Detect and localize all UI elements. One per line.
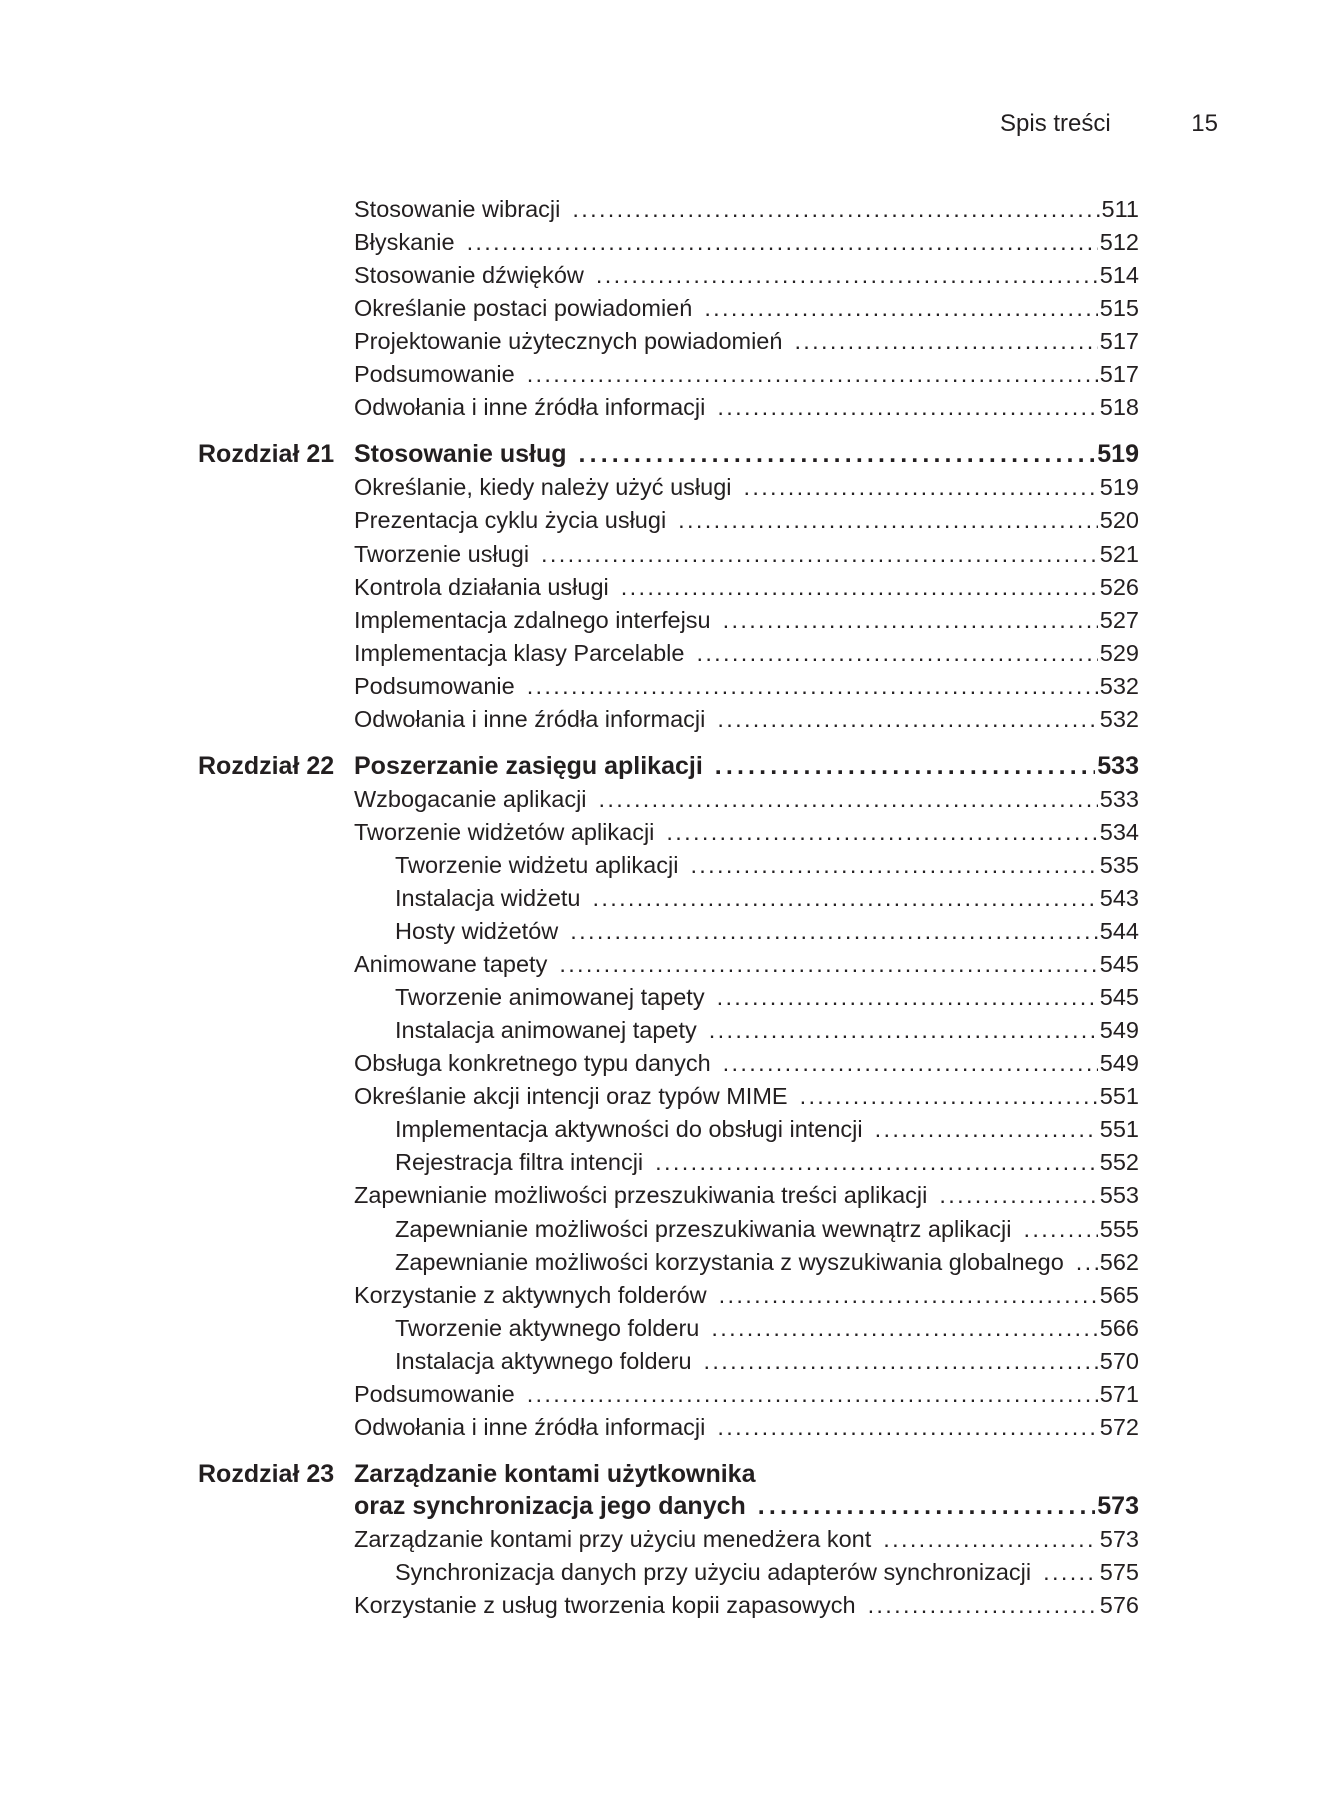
toc-entry — [0, 193, 1339, 225]
toc-entry-title: Zapewnianie możliwości przeszukiwania treści aplikacji — [354, 1182, 928, 1209]
toc-entry-line — [354, 1523, 1139, 1555]
toc-entry-line — [354, 1080, 1139, 1112]
page-number: 15 — [1191, 110, 1218, 137]
toc-entry-page: 514 — [1099, 262, 1139, 289]
dot-leader — [579, 438, 1096, 470]
dot-leader — [743, 471, 1097, 503]
dot-leader — [527, 670, 1098, 702]
toc-entry-title: Stosowanie wibracji — [354, 196, 561, 222]
toc-entry-page: 555 — [1099, 1215, 1139, 1242]
toc-entry-title: Synchronizacja danych przy użyciu adapterów synchronizacji — [395, 1558, 1032, 1585]
toc-entry-line — [354, 637, 1139, 669]
toc-entry-title: Określanie postaci powiadomień — [354, 295, 693, 322]
toc-chapter-row — [0, 438, 1339, 470]
toc-entry-page: 545 — [1099, 951, 1139, 978]
dot-leader — [883, 1523, 1098, 1555]
toc-entry — [0, 1047, 1339, 1079]
toc-entry-line — [354, 193, 1139, 225]
toc-entry — [0, 1080, 1339, 1112]
dot-leader — [541, 538, 1098, 570]
toc-entry-title: Kontrola działania usługi — [354, 573, 609, 600]
toc-entry — [0, 882, 1339, 914]
toc-entry-line — [395, 981, 1139, 1013]
dot-leader — [794, 325, 1097, 357]
toc-entry-page: 549 — [1099, 1050, 1139, 1077]
toc-entry-title: Stosowanie usług — [354, 440, 567, 469]
toc-entry — [0, 948, 1339, 980]
dot-leader — [709, 1014, 1098, 1046]
dot-leader — [875, 1113, 1098, 1145]
toc-entry-page: 562 — [1099, 1248, 1139, 1275]
dot-leader — [572, 193, 1099, 225]
toc-entry-page: 566 — [1099, 1314, 1139, 1341]
chapter-label: Rozdział 21 — [198, 440, 335, 469]
toc-entry — [0, 816, 1339, 848]
toc-entry-title: Zarządzanie kontami przy użyciu menedżera kont — [354, 1525, 872, 1552]
toc-entry — [0, 226, 1339, 258]
dot-leader — [696, 637, 1097, 669]
toc-entry — [0, 1345, 1339, 1377]
toc-entry-line — [354, 358, 1139, 390]
toc-entry — [0, 292, 1339, 324]
toc-entry-page: 511 — [1101, 196, 1139, 222]
toc-entry-title: Podsumowanie — [354, 361, 515, 388]
toc-entry-line — [354, 816, 1139, 848]
toc-entry-page: 517 — [1099, 328, 1139, 355]
dot-leader — [715, 750, 1096, 782]
toc-entry — [0, 1246, 1339, 1278]
toc-entry-page: 532 — [1099, 705, 1139, 732]
dot-leader — [1023, 1213, 1097, 1245]
toc-entry-page: 575 — [1099, 1558, 1139, 1585]
dot-leader — [758, 1490, 1095, 1522]
toc-entry-line — [354, 538, 1139, 570]
dot-leader — [467, 226, 1098, 258]
toc-entry-page: 571 — [1099, 1380, 1139, 1407]
toc-entry — [0, 1014, 1339, 1046]
dot-leader — [723, 604, 1098, 636]
toc-entry-line — [354, 703, 1139, 735]
dot-leader — [678, 504, 1098, 536]
toc-entry-title: Stosowanie dźwięków — [354, 262, 584, 289]
toc-entry-page: 527 — [1099, 606, 1139, 633]
toc-entry-page: 552 — [1099, 1149, 1139, 1176]
toc-entry-page: 553 — [1099, 1182, 1139, 1209]
toc-chapter-row — [0, 750, 1339, 782]
toc-entry — [0, 670, 1339, 702]
dot-leader — [596, 259, 1098, 291]
toc-entry-line — [354, 571, 1139, 603]
toc-entry-title: Poszerzanie zasięgu aplikacji — [354, 751, 703, 780]
toc-entry-page: 533 — [1097, 751, 1139, 780]
toc-entry-title: Instalacja aktywnego folderu — [395, 1347, 692, 1374]
chapter-title-line: Zarządzanie kontami użytkownika — [354, 1459, 756, 1488]
dot-leader — [593, 882, 1098, 914]
dot-leader — [711, 1312, 1097, 1344]
toc-entry-line — [354, 1279, 1139, 1311]
toc-entry-line — [395, 1246, 1139, 1278]
toc-entry-page: 519 — [1097, 440, 1139, 469]
toc-entry-line — [354, 226, 1139, 258]
toc-entry-title: Korzystanie z aktywnych folderów — [354, 1281, 707, 1308]
toc-entry-title: Tworzenie aktywnego folderu — [395, 1314, 700, 1341]
toc-entry — [0, 915, 1339, 947]
toc-entry-title: Obsługa konkretnego typu danych — [354, 1050, 711, 1077]
toc-entry-page: 551 — [1099, 1083, 1139, 1110]
toc-entry-title: Prezentacja cyklu życia usługi — [354, 507, 667, 534]
toc-entry-title: Tworzenie usługi — [354, 540, 530, 567]
toc-entry — [0, 1312, 1339, 1344]
toc-entry — [0, 1411, 1339, 1443]
toc-entry-title: Tworzenie animowanej tapety — [395, 984, 705, 1011]
toc-entry-title: Zapewnianie możliwości korzystania z wyszukiwania globalnego — [395, 1248, 1064, 1275]
toc-entry-page: 532 — [1099, 672, 1139, 699]
toc-entry-line — [354, 471, 1139, 503]
toc-entry-page: 520 — [1099, 507, 1139, 534]
dot-leader — [717, 391, 1097, 423]
toc-entry-line — [395, 915, 1139, 947]
dot-leader — [655, 1146, 1098, 1178]
dot-leader — [599, 783, 1098, 815]
toc-entry-title: Animowane tapety — [354, 951, 548, 978]
dot-leader — [704, 292, 1097, 324]
dot-leader — [723, 1047, 1098, 1079]
dot-leader — [570, 915, 1098, 947]
toc-entry-title: Instalacja widżetu — [395, 885, 581, 911]
dot-leader — [666, 816, 1097, 848]
toc-chapter-row — [0, 1490, 1339, 1522]
toc-entry — [0, 1523, 1339, 1555]
toc-entry-line — [354, 1490, 1139, 1522]
toc-entry-line — [354, 259, 1139, 291]
toc-entry-title: Odwołania i inne źródła informacji — [354, 394, 706, 421]
toc-entry-line — [354, 1047, 1139, 1079]
toc-entry-page: 533 — [1099, 785, 1139, 812]
toc-entry-line — [395, 1312, 1139, 1344]
toc-entry — [0, 604, 1339, 636]
toc-entry — [0, 504, 1339, 536]
dot-leader — [800, 1080, 1098, 1112]
toc-entry-page: 543 — [1099, 885, 1139, 911]
toc-entry-line — [395, 1146, 1139, 1178]
toc-entry — [0, 981, 1339, 1013]
toc-entry — [0, 1378, 1339, 1410]
toc-entry-page: 573 — [1097, 1491, 1139, 1520]
toc-entry-line — [354, 783, 1139, 815]
toc-entry — [0, 571, 1339, 603]
toc-entry-line — [395, 1213, 1139, 1245]
toc-entry-page: 526 — [1099, 573, 1139, 600]
toc-entry-line — [354, 504, 1139, 536]
dot-leader — [717, 981, 1098, 1013]
toc-entry-page: 529 — [1099, 639, 1139, 666]
toc-entry-page: 565 — [1099, 1281, 1139, 1308]
dot-leader — [717, 703, 1097, 735]
toc-entry-page: 576 — [1099, 1592, 1139, 1618]
toc-entry — [0, 259, 1339, 291]
toc-entry-title: Implementacja klasy Parcelable — [354, 639, 685, 666]
toc-entry-title: Odwołania i inne źródła informacji — [354, 1413, 706, 1440]
toc-entry-line — [354, 325, 1139, 357]
toc-entry-line — [354, 1589, 1139, 1621]
dot-leader — [690, 849, 1097, 881]
chapter-label: Rozdział 23 — [198, 1459, 335, 1488]
toc-entry-title: Odwołania i inne źródła informacji — [354, 705, 706, 732]
toc-entry-title: Podsumowanie — [354, 672, 515, 699]
dot-leader — [939, 1179, 1097, 1211]
toc-entry-line — [354, 391, 1139, 423]
toc-entry-page: 570 — [1099, 1347, 1139, 1374]
toc-entry-title: Rejestracja filtra intencji — [395, 1149, 644, 1176]
toc-entry-page: 572 — [1099, 1413, 1139, 1440]
toc-entry-title: Instalacja animowanej tapety — [395, 1017, 697, 1044]
toc-entry-title: Projektowanie użytecznych powiadomień — [354, 328, 783, 355]
toc-entry — [0, 1556, 1339, 1588]
toc-entry-title: Zapewnianie możliwości przeszukiwania wewnątrz aplikacji — [395, 1215, 1012, 1242]
toc-entry-line — [354, 750, 1139, 782]
toc-entry-page: 517 — [1099, 361, 1139, 388]
toc-entry-title: oraz synchronizacja jego danych — [354, 1491, 746, 1520]
chapter-label: Rozdział 22 — [198, 751, 335, 780]
toc-entry-page: 545 — [1099, 984, 1139, 1011]
toc-entry-title: Implementacja aktywności do obsługi intencji — [395, 1116, 863, 1143]
toc-entry — [0, 1146, 1339, 1178]
toc-entry-page: 512 — [1099, 229, 1139, 256]
toc-entry-page: 519 — [1099, 474, 1139, 501]
toc-entry-line — [354, 948, 1139, 980]
toc-entry-page: 515 — [1099, 295, 1139, 322]
toc-entry-title: Hosty widżetów — [395, 918, 559, 945]
running-header-title: Spis treści — [1000, 110, 1111, 137]
dot-leader — [621, 571, 1098, 603]
dot-leader — [527, 358, 1098, 390]
dot-leader — [704, 1345, 1098, 1377]
toc-entry — [0, 703, 1339, 735]
running-header — [1000, 108, 1218, 140]
toc-entry — [0, 391, 1339, 423]
toc-entry-page: 518 — [1099, 394, 1139, 421]
toc-entry — [0, 325, 1339, 357]
toc-entry-line — [354, 1378, 1139, 1410]
toc-entry-title: Tworzenie widżetu aplikacji — [395, 851, 679, 878]
toc-entry-line — [395, 849, 1139, 881]
toc-entry-title: Określanie, kiedy należy użyć usługi — [354, 474, 732, 501]
toc-entry — [0, 1113, 1339, 1145]
toc-entry-page: 573 — [1099, 1525, 1139, 1552]
dot-leader — [1076, 1246, 1098, 1278]
toc-entry-line — [395, 882, 1139, 914]
dot-leader — [717, 1411, 1097, 1443]
dot-leader — [527, 1378, 1098, 1410]
toc-entry-page: 534 — [1099, 818, 1139, 845]
toc-entry-line — [354, 1179, 1139, 1211]
toc-entry — [0, 1589, 1339, 1621]
toc-entry — [0, 1279, 1339, 1311]
toc-entry-title: Korzystanie z usług tworzenia kopii zapasowych — [354, 1592, 856, 1618]
toc-entry-line — [395, 1113, 1139, 1145]
toc-entry — [0, 538, 1339, 570]
toc-entry-title: Błyskanie — [354, 229, 455, 256]
toc-entry-line — [354, 438, 1139, 470]
dot-leader — [559, 948, 1097, 980]
toc-entry — [0, 849, 1339, 881]
toc-entry — [0, 471, 1339, 503]
toc-entry-line — [354, 1411, 1139, 1443]
toc-entry-line — [354, 292, 1139, 324]
toc-entry-title: Wzbogacanie aplikacji — [354, 785, 587, 812]
toc-entry-line — [354, 670, 1139, 702]
toc-entry — [0, 783, 1339, 815]
toc-entry-title: Określanie akcji intencji oraz typów MIME — [354, 1083, 788, 1110]
toc-entry — [0, 637, 1339, 669]
toc-entry-line — [395, 1014, 1139, 1046]
toc-entry — [0, 1179, 1339, 1211]
dot-leader — [1043, 1556, 1098, 1588]
toc-entry-line — [354, 604, 1139, 636]
toc-entry-page: 544 — [1099, 918, 1139, 945]
toc-entry — [0, 358, 1339, 390]
toc-entry-line — [395, 1556, 1139, 1588]
toc-entry-page: 521 — [1099, 540, 1139, 567]
toc-entry — [0, 1213, 1339, 1245]
toc-entry-page: 549 — [1099, 1017, 1139, 1044]
toc-entry-title: Tworzenie widżetów aplikacji — [354, 818, 655, 845]
toc-entry-title: Implementacja zdalnego interfejsu — [354, 606, 711, 633]
dot-leader — [868, 1589, 1098, 1621]
toc-entry-page: 535 — [1099, 851, 1139, 878]
toc-entry-line — [395, 1345, 1139, 1377]
toc-entry-page: 551 — [1099, 1116, 1139, 1143]
toc-entry-title: Podsumowanie — [354, 1380, 515, 1407]
dot-leader — [719, 1279, 1098, 1311]
